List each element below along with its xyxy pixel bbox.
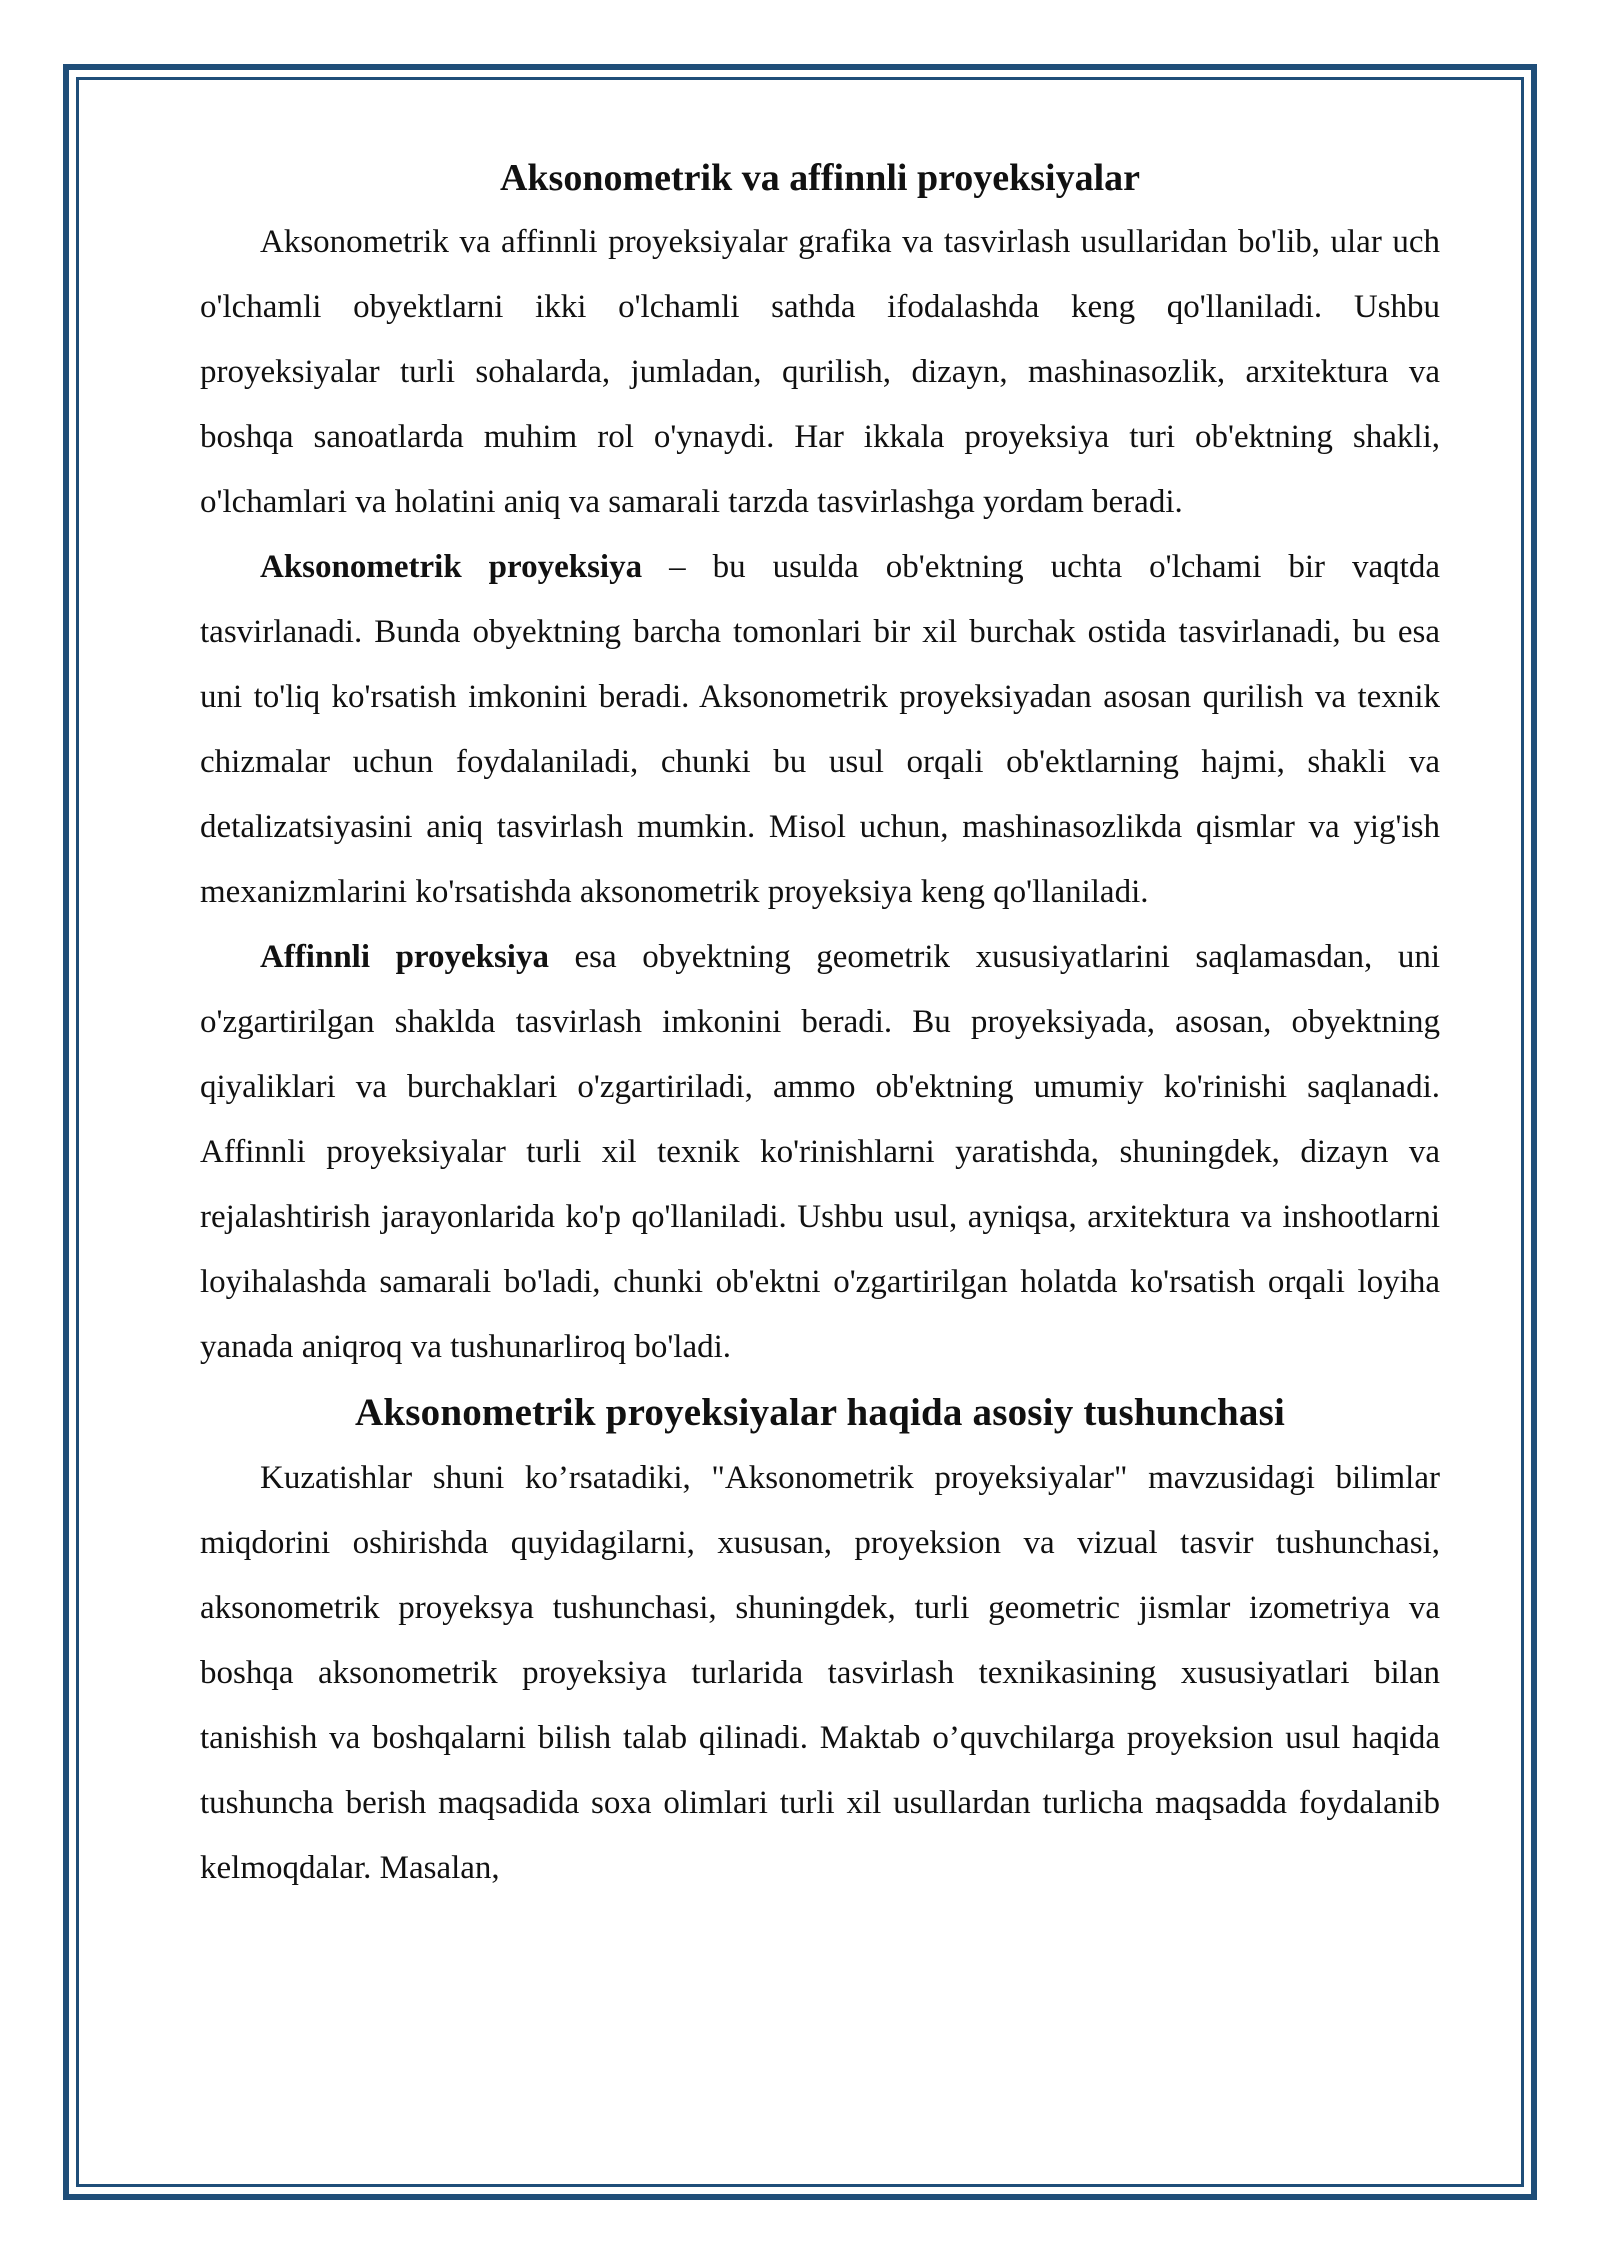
document-title: Aksonometrik va affinnli proyeksiyalar [499, 157, 1141, 199]
section-subtitle: Aksonometrik proyeksiyalar haqida asosiy tushunchasi [354, 1391, 1286, 1434]
term-aksonometrik: Aksonometrik proyeksiya [260, 549, 643, 585]
paragraph-aksonometrik [200, 535, 1440, 925]
paragraph-kuzatishlar: Kuzatishlar shuni ko’rsatadiki, "Aksonometrik proyeksiyalar" mavzusidagi bilimlar miqdorini oshirishda quyidagilarni, xususan, proyeksion va vizual tasvir tushunchasi, aksonometrik proyeksya tushunchasi, shuningdek, turli geometric jismlar izometriya va boshqa aksonometrik proyeksiya turlarida tasvirlash texnikasining xususiyatlari bilan tanishish va boshqalarni bilish talab qilinadi. Maktab o’quvchilarga proyeksion usul haqida tushuncha berish maqsadida soxa olimlari turli xil usullardan turlicha maqsadda foydalanib kelmoqdalar. Masalan, [200, 1460, 1440, 1886]
paragraph-affinnli-text: esa obyektning geometrik xususiyatlarini saqlamasdan, uni o'zgartirilgan shaklda tasvirlash imkonini beradi. Bu proyeksiyada, asosan, obyektning qiyaliklari va burchaklari o'zgartiriladi, ammo ob'ektning umumiy ko'rinishi saqlanadi. Affinnli proyeksiyalar turli xil texnik ko'rinishlarni yaratishda, shuningdek, dizayn va rejalashtirish jarayonlarida ko'p qo'llaniladi. Ushbu usul, ayniqsa, arxitektura va inshootlarni loyihalashda samarali bo'ladi, chunki ob'ektni o'zgartirilgan holatda ko'rsatish orqali loyiha yanada aniqroq va tushunarliroq bo'ladi. [200, 939, 1440, 1365]
paragraph-intro: Aksonometrik va affinnli proyeksiyalar grafika va tasvirlash usullaridan bo'lib, ular uch o'lchamli obyektlarni ikki o'lchamli sathda ifodalashda keng qo'llaniladi. Ushbu proyeksiyalar turli sohalarda, jumladan, qurilish, dizayn, mashinasozlik, arxitektura va boshqa sanoatlarda muhim rol o'ynaydi. Har ikkala proyeksiya turi ob'ektning shakli, o'lchamlari va holatini aniq va samarali tarzda tasvirlashga yordam beradi. [200, 224, 1440, 520]
document-body [200, 146, 1440, 1901]
paragraph-aksonometrik-text: – bu usulda ob'ektning uchta o'lchami bir vaqtda tasvirlanadi. Bunda obyektning barcha tomonlari bir xil burchak ostida tasvirlanadi, bu esa uni to'liq ko'rsatish imkonini beradi. Aksonometrik proyeksiyadan asosan qurilish va texnik chizmalar uchun foydalaniladi, chunki bu usul orqali ob'ektlarning hajmi, shakli va detalizatsiyasini aniq tasvirlash mumkin. Misol uchun, mashinasozlikda qismlar va yig'ish mexanizmlarini ko'rsatishda aksonometrik proyeksiya keng qo'llaniladi. [200, 549, 1440, 910]
term-affinnli: Affinnli proyeksiya [260, 939, 549, 975]
paragraph-affinnli [200, 925, 1440, 1380]
